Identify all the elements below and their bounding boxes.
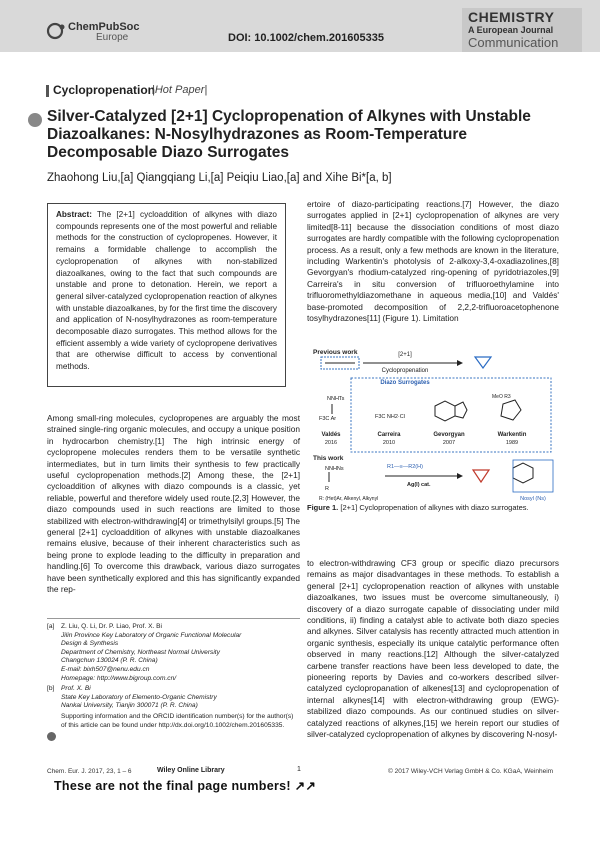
fig-year-carreira: 2010 [382, 440, 396, 446]
fig-alkyne: R1—≡—R2(H) [387, 464, 423, 470]
journal-subtitle: A European Journal [468, 25, 554, 35]
fig-nosyl-label: Nosyl (Ns) [520, 496, 546, 502]
svg-text:F3C Ar: F3C Ar [319, 416, 337, 422]
footer-page-number: 1 [297, 766, 301, 773]
fig-hydrazone: NNHNs [325, 466, 344, 472]
fig-cyclopropene-this-work [473, 470, 489, 482]
footnote-a-line: Changchun 130024 (P. R. China) [61, 657, 158, 665]
footnote-a-line: Department of Chemistry, Northeast Normal University [61, 648, 220, 656]
footnote-b-line: State Key Laboratory of Elemento-Organic Chemistry [61, 693, 217, 701]
abstract-text: The [2+1] cycloaddition of alkynes with diazo compounds represents one of the most powerful and reliable methods for the construction of cyclopropenes. However, it remains a formidable challenge to accomplish the cyclopropenation of alkynes with non-stabilized diazoalkanes, owing to the fact that such compounds are unstable and prone to detonation. Herein, we report a general silver-catalyzed cyclopropenation reaction of alkynes with unstable diazoalkanes, by for the first time the discovery and application of N-nosylhydrazones as room-temperature decomposable diazo surrogates. This method allows for the efficient assembly a wide variety of cyclopropene derivatives that are otherwise difficult to access by conventional methods. [56, 210, 277, 372]
fig-author-gevorgyan: Gevorgyan [433, 432, 465, 438]
svg-text:F3C NH2·Cl: F3C NH2·Cl [375, 414, 405, 420]
footnote-a-line: Jilin Province Key Laboratory of Organic Functional Molecular [61, 631, 242, 639]
fig-previous-label: Previous work [313, 349, 358, 356]
footnote-a-label: [a] [47, 623, 55, 630]
fig-box-title: Diazo Surrogates [380, 380, 430, 386]
fig-year-valdes: 2016 [324, 440, 338, 446]
fig-year-gevorgyan: 2007 [442, 440, 456, 446]
doi[interactable]: DOI: 10.1002/chem.201605335 [228, 32, 384, 44]
body-right-column-bottom: to electron-withdrawing CF3 group or specific diazo precursors remains as major disadvantages in these methods. To establish a general [2+1] cyclopropenation reaction of alkynes with unstable diazoalkanes, two issues must be overcome simultaneously, i) discovery of a diazo surrogate capable of dissociating under mild conditions, ii) finding a catalyst able to activate both diazo species and alkynes. Silver catalysis has recently attracted much attention in organic synthesis, especially its unique catalytic performance often observed in many reactions.[12] Although the silver-catalyzed carbene transfer reactions have been less developed to date, the pioneering reports by Davies and co-workers described silver-catalyzed cyclopropanation of alkenes[13] and cyclopropenation of internal alkynes[14] with electron-withdrawing group (EWG)-stabilized diazo compounds. As our continued studies on silver-catalyzed reactions of alkynes,[15] we herein report our studies of silver-catalyzed cyclopropenation of alkynes by discovering N-nosyl- [307, 558, 559, 740]
fig-valdes-structure [319, 396, 345, 422]
figure-caption [307, 503, 559, 512]
fig-gevorgyan-structure [435, 401, 467, 421]
fig-warkentin-structure [492, 394, 521, 420]
figure-caption-label: Figure 1. [307, 503, 339, 512]
supporting-info-text[interactable]: Supporting information and the ORCID identification number(s) for the author(s) of this article can be found under http://dx.doi.org/10.1002/chem.201605335. [61, 712, 294, 729]
footnote-b-line: Prof. X. Bi [61, 685, 91, 693]
footnote-a-line: Z. Liu, Q. Li, Dr. P. Liao, Prof. X. Bi [61, 623, 163, 630]
journal-title: CHEMISTRY [468, 9, 555, 25]
fig-cyclopropene-product [475, 357, 491, 368]
svg-text:MeO R3: MeO R3 [492, 394, 511, 400]
fig-reaction-sublabel: Cyclopropenation [381, 368, 429, 374]
footer-wiley-link[interactable]: Wiley Online Library [157, 767, 225, 774]
fig-year-warkentin: 1989 [505, 440, 519, 446]
article-title: Silver-Catalyzed [2+1] Cyclopropenation of Alkynes with Unstable Diazoalkanes: N-Nosylhydrazones as Room-Temperature Decomposable Diazo Surrogates [47, 108, 531, 161]
fig-carreira-structure [375, 414, 405, 420]
footer-journal: Chem. Eur. J. 2017, 23, 1 – 6 [47, 768, 132, 775]
fig-author-warkentin: Warkentin [497, 432, 527, 438]
article-type: Communication [468, 35, 559, 50]
chempubsoc-logo-icon [46, 22, 68, 40]
section-tag: |Hot Paper| [152, 84, 208, 96]
footnote-b-label: [b] [47, 685, 55, 693]
figure-caption-text: [2+1] Cyclopropenation of alkynes with diazo surrogates. [340, 503, 529, 512]
section-label: Cyclopropenation [53, 83, 156, 97]
footnote-b-line: Nankai University, Tianjin 300071 (P. R. China) [61, 702, 198, 710]
hot-paper-icon [28, 113, 42, 127]
body-right-column-top: ertoire of diazo-participating reactions.[7] However, the diazo surrogates applied in [2+1] cyclopropenation of alkynes are very limited[8-11] because the dissociation conditions of most diazo surrogates are hardly compatible with the following cyclopropenation process. As a result, only a few methods are known in the literature, including Warkentin's photolysis of 2-alkoxy-3,4-oxadiazolines,[8] Gevorgyan's rhodium-catalyzed ring-opening of pyridotriazoles,[9] Carreira's in situ conversion of trifluoroethylamine into trifluoromethyldiazomethane in aqueous media,[10] and Valdés' base-promoted decomposition of 2,2,2-trifluoroacetophenone tosylhydrazones[11] (Figure 1). Limitation [307, 199, 559, 324]
authors: Zhaohong Liu,[a] Qiangqiang Li,[a] Peiqiu Liao,[a] and Xihe Bi*[a, b] [47, 172, 392, 184]
fig-r-note: R: (Het)Ar, Alkenyl, Alkynyl [319, 496, 379, 502]
final-page-notice: These are not the final page numbers! ↗↗ [54, 779, 317, 793]
abstract-label: Abstract: [56, 210, 92, 219]
footnote-a-homepage[interactable]: Homepage: http://www.bigroup.com.cn/ [61, 674, 177, 682]
fig-this-work-label: This work [313, 455, 344, 462]
publisher-region: Europe [96, 32, 129, 43]
fig-reaction-label: [2+1] [398, 352, 412, 358]
publisher-name: ChemPubSoc [68, 21, 140, 33]
footnote-a-email[interactable]: E-mail: bixh507@nenu.edu.cn [61, 665, 150, 673]
fig-author-carreira: Carreira [377, 432, 401, 438]
footnote-divider [47, 618, 300, 619]
figure-1 [307, 344, 559, 504]
svg-text:R: R [325, 486, 329, 492]
fig-nosyl-structure [513, 460, 553, 492]
body-left-column: Among small-ring molecules, cyclopropenes are arguably the most strained single-ring organic molecules, and occupy a unique position in hydrocarbon chemistry.[1] The high intrinsic energy of cyclopropene molecules renders them to be versatile synthetic intermediates, but in turn limits their synthesis to few practically useful cyclopropenation methods.[2] Among these, the [2+1] cycloaddition of alkynes with diazo compounds is a classic, yet reliable, powerful and therefore widely used route.[2,3] However, the diazo compounds used in such reactions are limited to those stabilized with electron-withdrawing[4] or trimethylsilyl groups.[5] The general [2+1] cycloaddition of alkynes with unstable diazoalkanes remains elusive, because of their inherent characteristics such as being prone to explode leading to the difficulty in preparation and handling.[6] To overcome this drawback, various diazo surrogates have been synthetically explored and this has significantly expanded the rep- [47, 413, 300, 595]
footnotes [47, 623, 300, 730]
fig-catalyst: Ag(I) cat. [407, 482, 431, 488]
section-marker [46, 85, 49, 97]
abstract-box [47, 203, 286, 387]
footnote-a-line: Design & Synthesis [61, 640, 119, 648]
footer-copyright: © 2017 Wiley-VCH Verlag GmbH & Co. KGaA, Weinheim [388, 768, 554, 775]
fig-author-valdes: Valdés [321, 432, 341, 438]
supporting-info-icon [47, 732, 56, 741]
svg-text:NNHTs: NNHTs [327, 396, 345, 402]
